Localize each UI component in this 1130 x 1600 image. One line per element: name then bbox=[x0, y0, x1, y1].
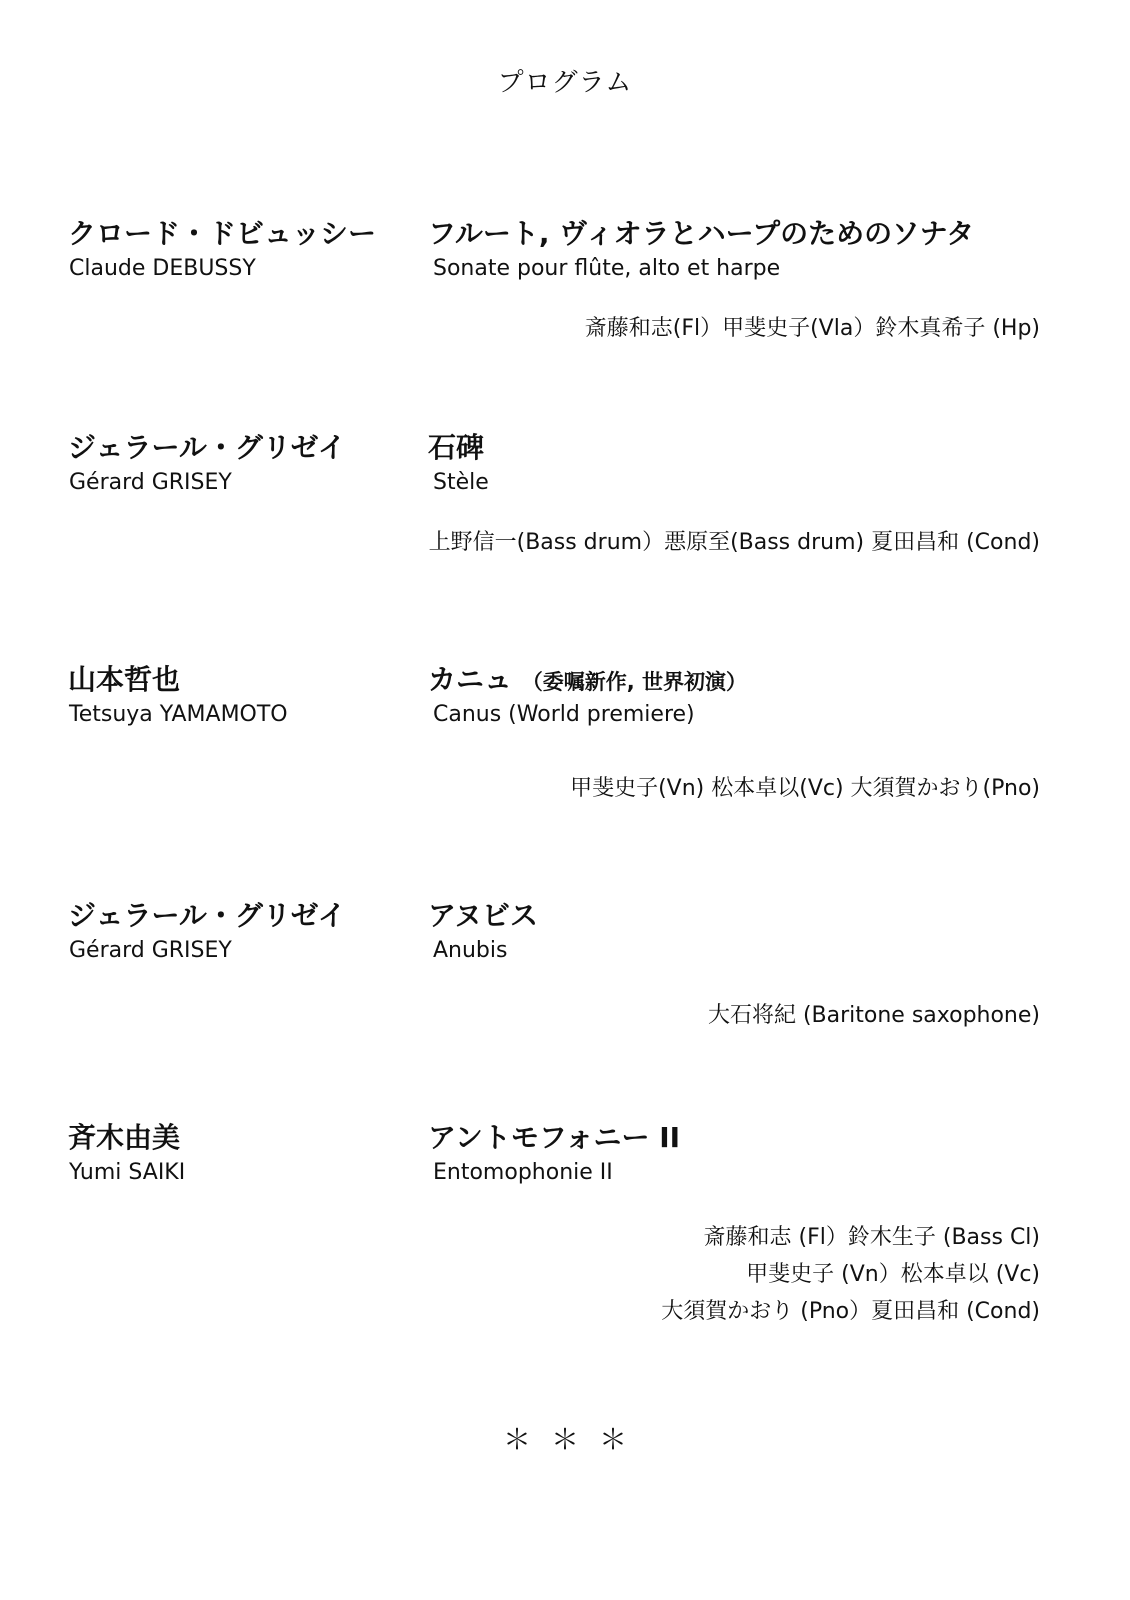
page-title: プログラム bbox=[497, 68, 633, 98]
composer-name-ja: 山本哲也 bbox=[68, 663, 181, 696]
performer-line: 上野信一(Bass drum）悪原至(Bass drum) 夏田昌和 (Cond) bbox=[428, 530, 1040, 555]
composer-name-en: Yumi SAIKI bbox=[69, 1160, 186, 1185]
work-title-ja-text: カニュ bbox=[428, 663, 513, 696]
performer-line: 甲斐史子 (Vn）松本卓以 (Vc) bbox=[746, 1262, 1040, 1287]
composer-name-en: Tetsuya YAMAMOTO bbox=[69, 702, 288, 727]
work-title-en: Anubis bbox=[433, 938, 508, 963]
performer-line: 大石将紀 (Baritone saxophone) bbox=[707, 1003, 1040, 1028]
composer-name-en: Claude DEBUSSY bbox=[69, 256, 256, 281]
composer-name-en: Gérard GRISEY bbox=[69, 938, 232, 963]
performer-line: 甲斐史子(Vn) 松本卓以(Vc) 大須賀かおり(Pno) bbox=[570, 776, 1040, 801]
performer-line: 斎藤和志(Fl）甲斐史子(Vla）鈴木真希子 (Hp) bbox=[584, 316, 1040, 341]
work-title-ja bbox=[428, 426, 484, 466]
composer-name-ja: ジェラール・グリゼイ bbox=[68, 431, 346, 464]
performer-line: 大須賀かおり (Pno）夏田昌和 (Cond) bbox=[661, 1299, 1040, 1324]
work-title-en: Entomophonie II bbox=[433, 1160, 613, 1185]
work-title-ja bbox=[428, 212, 974, 252]
work-title-ja-text: アントモフォニー II bbox=[428, 1121, 681, 1154]
performers bbox=[570, 770, 1040, 807]
work-title-en: Sonate pour flûte, alto et harpe bbox=[433, 256, 781, 281]
work-title-en: Canus (World premiere) bbox=[433, 702, 695, 727]
performers bbox=[429, 524, 1040, 561]
performers bbox=[708, 997, 1040, 1034]
work-title-en: Stèle bbox=[433, 470, 489, 495]
work-title-ja bbox=[428, 1116, 680, 1156]
work-title-ja-text: フルート, ヴィオラとハープのためのソナタ bbox=[428, 217, 975, 250]
composer-name-ja: 斉木由美 bbox=[68, 1121, 181, 1154]
work-title-ja-text: 石碑 bbox=[428, 431, 485, 464]
work-title-ja bbox=[428, 894, 538, 934]
work-title-ja bbox=[428, 658, 747, 698]
performer-line: 斎藤和志 (Fl）鈴木生子 (Bass Cl) bbox=[703, 1225, 1040, 1250]
performers bbox=[585, 310, 1040, 347]
work-note-ja: （委嘱新作, 世界初演） bbox=[521, 670, 748, 694]
performers bbox=[661, 1219, 1040, 1330]
work-title-ja-text: アヌビス bbox=[428, 899, 539, 932]
composer-name-ja: ジェラール・グリゼイ bbox=[68, 899, 346, 932]
composer-name-ja: クロード・ドビュッシー bbox=[68, 217, 377, 250]
composer-name-en: Gérard GRISEY bbox=[69, 470, 232, 495]
closing-asterisks: ＊＊＊ bbox=[502, 1423, 647, 1456]
